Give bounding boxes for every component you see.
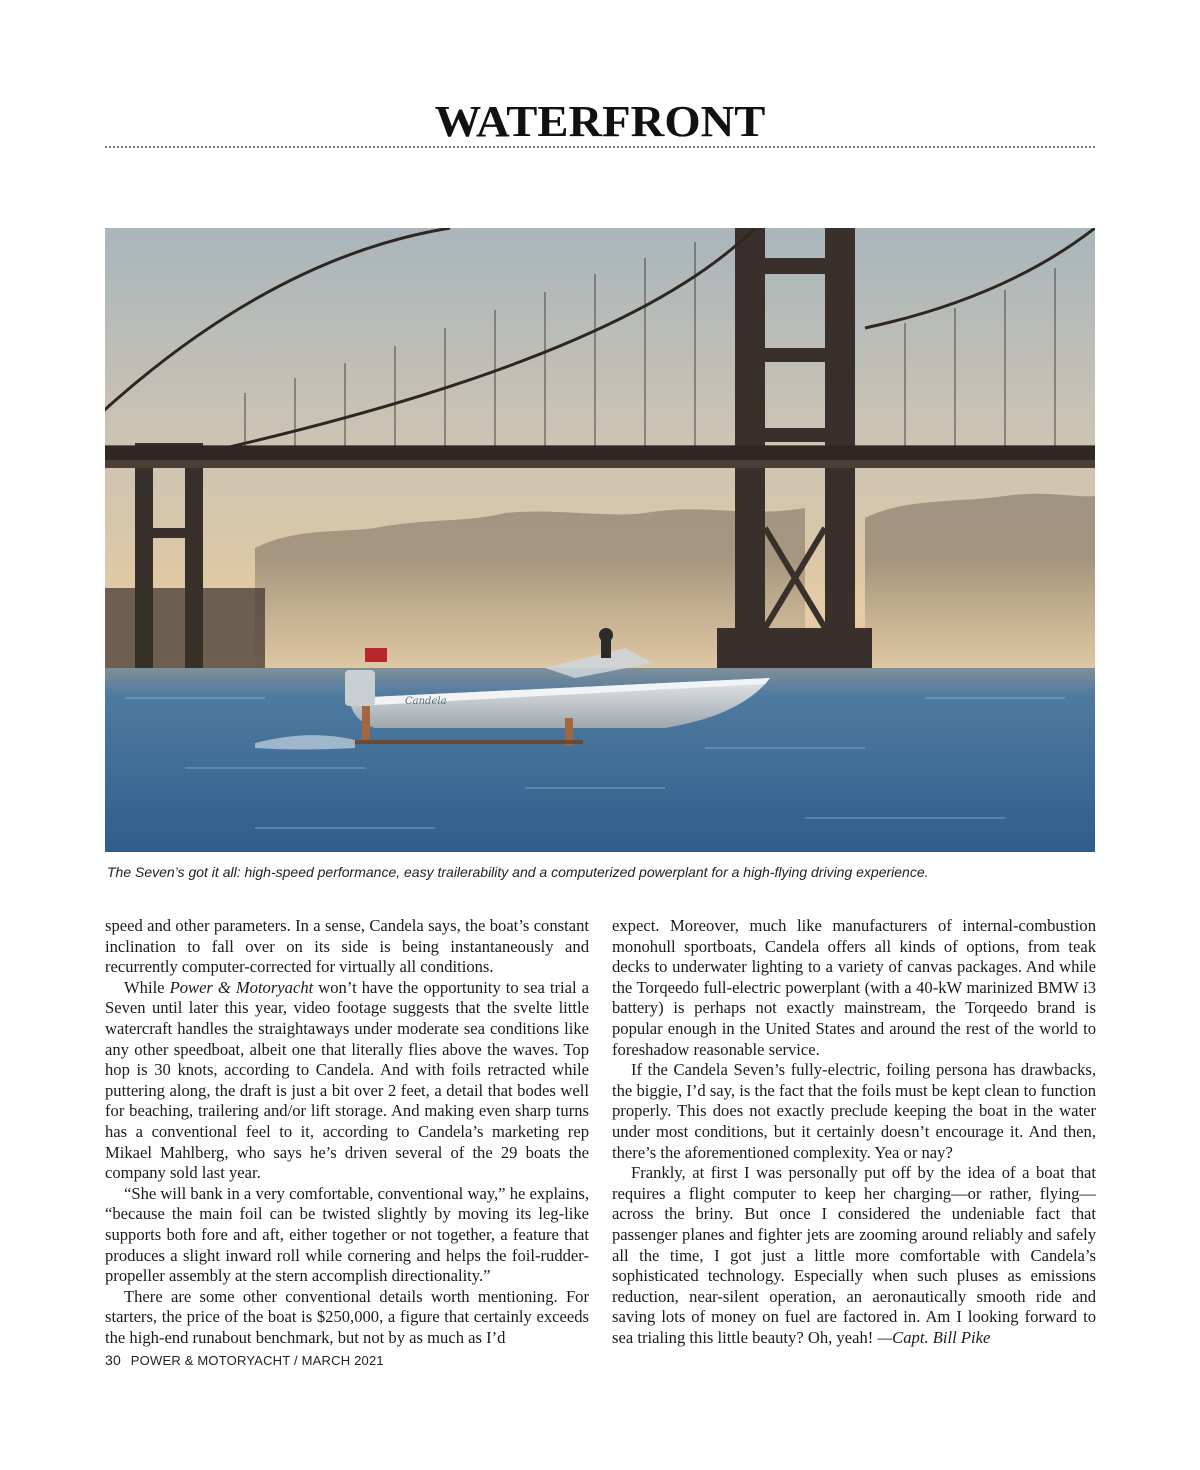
article-photo: [105, 228, 1095, 852]
publication-title: POWER & MOTORYACHT: [130, 1353, 291, 1368]
article-column-left: [105, 916, 589, 1348]
article-column-right: [612, 916, 1096, 1348]
paragraph: [105, 978, 589, 1184]
footer-separator: /: [294, 1353, 298, 1368]
paragraph: [612, 1163, 1096, 1348]
author-byline: —Capt. Bill Pike: [877, 1327, 991, 1347]
dotted-divider: [105, 146, 1095, 148]
text-run: won’t have the opportunity to sea trial a Seven until later this year, video footage suggests that the svelte little watercraft handles the straightaways under moderate sea conditions like any other speedboat, albeit one that literally flies above the waves. Top hop is 30 knots, according to Candela. And with foils retracted while puttering along, the draft is just a bit over 2 feet, a detail that bodes well for beaching, trailering and/or lift storage. And making even sharp turns has a conventional feel to it, according to Candela’s marketing rep Mikael Mahlberg, who says he’s driven several of the 29 boats the company sold last year.: [105, 977, 589, 1183]
page-number: 30: [105, 1352, 121, 1368]
page-footer: [105, 1352, 384, 1368]
paragraph: expect. Moreover, much like manufacturers of internal-combustion monohull sportboats, Candela offers all kinds of options, from teak decks to underwater lighting to a variety of canvas packages. And while the Torqeedo full-electric powerplant (with a 40-kW marinized BMW i3 battery) is perhaps not exactly mainstream, the Torqeedo brand is popular enough in the United States and around the rest of the world to foreshadow reasonable service.: [612, 916, 1096, 1059]
text-run: While: [124, 977, 170, 997]
paragraph: There are some other conventional details worth mentioning. For starters, the price of the boat is $250,000, a figure that certainly exceeds the high-end runabout benchmark, but not by as much as I’d: [105, 1286, 589, 1347]
paragraph: “She will bank in a very comfortable, conventional way,” he explains, “because the main foil can be twisted slightly by moving its leg-like supports both fore and aft, either together or not together, a feature that produces a slight inward roll while cornering and helps the foil-rudder-propeller assembly at the stern accomplish directionality.”: [105, 1183, 589, 1286]
paragraph: speed and other parameters. In a sense, Candela says, the boat’s constant inclination to fall over on its side is being instantaneously and recurrently computer-corrected for virtually all conditions.: [105, 916, 589, 977]
publication-name: Power & Motoryacht: [169, 977, 314, 997]
boat-logo: Candela: [405, 696, 447, 707]
text-run: Frankly, at first I was personally put off by the idea of a boat that requires a flight computer to keep her charging—or rather, flying—across the briny. But once I considered the undeniable fact that passenger planes and fighter jets are zooming around reliably and safely all the time, I got just a little more comfortable with Candela’s sophisticated technology. Especially when such pluses as emissions reduction, near-silent operation, an aeronautically smooth ride and saving lots of money on fuel are factored in. Am I looking forward to sea trialing this little beauty? Oh, yeah!: [612, 1163, 1096, 1347]
issue-date: MARCH 2021: [301, 1353, 384, 1368]
paragraph: If the Candela Seven’s fully-electric, foiling persona has drawbacks, the biggie, I’d say, is the fact that the foils must be kept clean to function properly. This does not exactly preclude keeping the boat in the water under most conditions, but it certainly doesn’t encourage it. And then, there’s the aforementioned complexity. Yea or nay?: [612, 1060, 1096, 1162]
section-title: WATERFRONT: [434, 97, 766, 146]
photo-caption: The Seven’s got it all: high-speed performance, easy trailerability and a computerized powerplant for a high-flying driving experience.: [107, 864, 929, 880]
